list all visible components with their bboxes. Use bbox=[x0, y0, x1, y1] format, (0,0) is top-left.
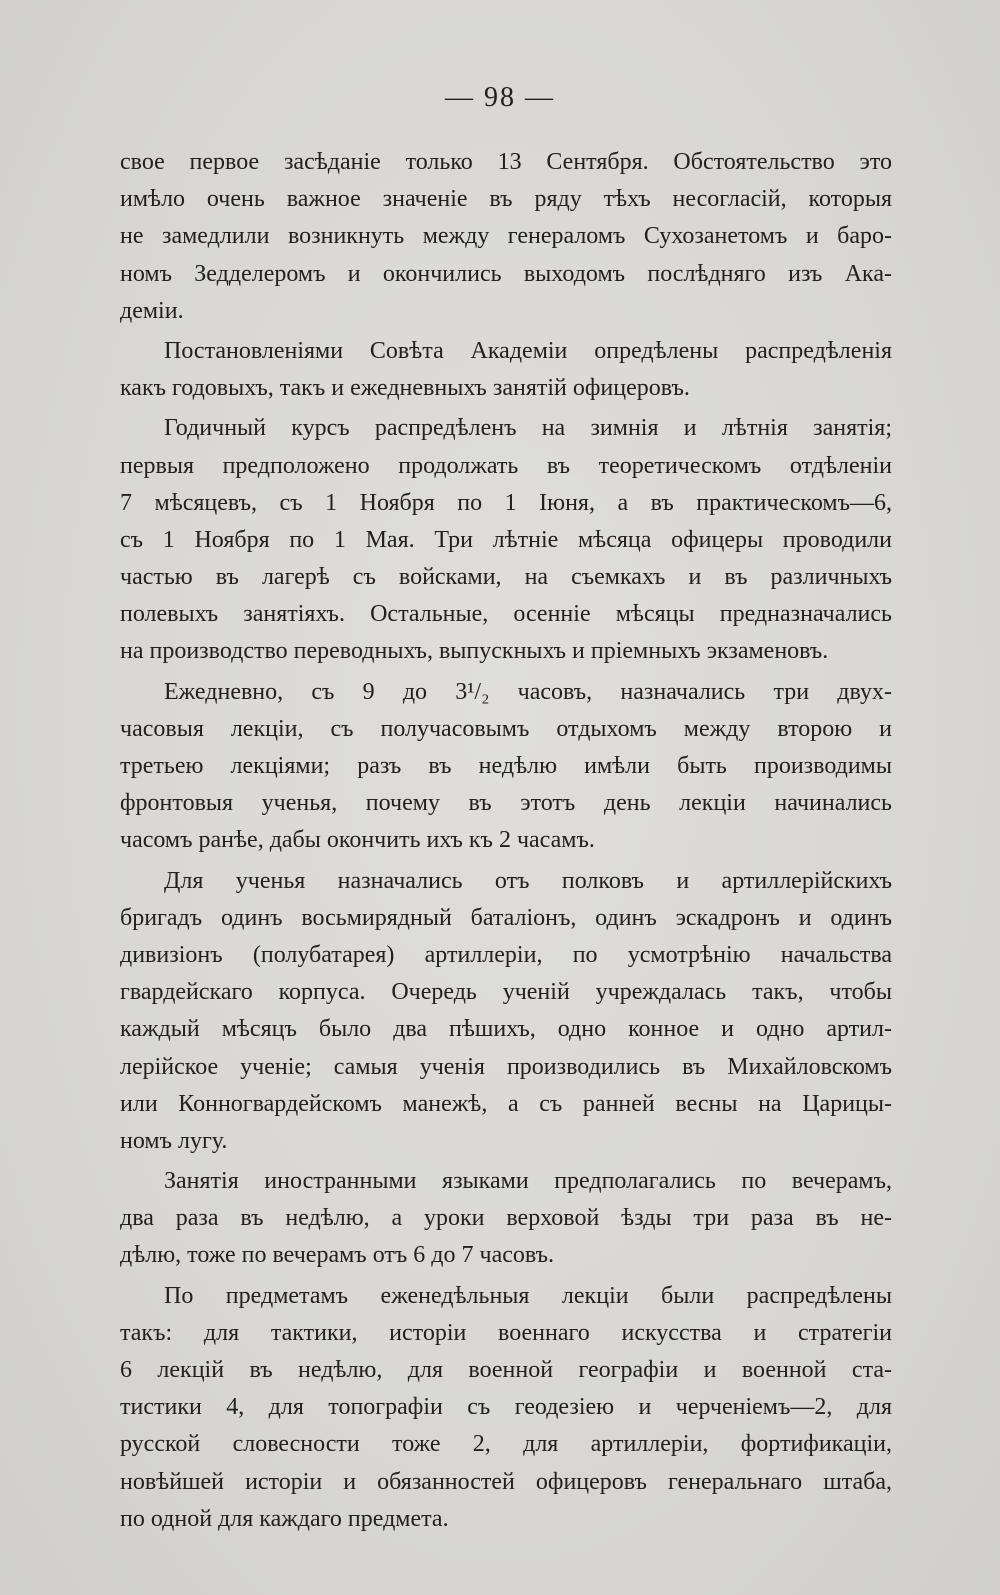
paragraph bbox=[120, 1163, 892, 1275]
paragraph bbox=[120, 410, 892, 670]
page-number: — 98 — bbox=[445, 82, 555, 113]
paragraph bbox=[120, 674, 892, 860]
text-line: новѣйшей исторіи и обязанностей офицеровъ генеральнаго штаба, bbox=[120, 1468, 892, 1495]
text-line: не замедлили возникнуть между генераломъ Сухозанетомъ и баро- bbox=[120, 223, 892, 250]
text-line: бригадъ одинъ восьмирядный баталіонъ, одинъ эскадронъ и одинъ bbox=[120, 904, 892, 931]
text-line: лерійское ученіе; самыя ученія производились въ Михайловскомъ bbox=[120, 1053, 892, 1080]
paragraph bbox=[120, 144, 892, 330]
text-line: свое первое засѣданіе только 13 Сентября. Обстоятельство это bbox=[120, 149, 892, 175]
text-line: дивизіонъ (полубатарея) артиллеріи, по усмотрѣнію начальства bbox=[120, 941, 892, 968]
paragraph bbox=[120, 863, 892, 1161]
text-line: Годичный курсъ распредѣленъ на зимнія и лѣтнія занятія; bbox=[164, 415, 892, 442]
text-line: по одной для каждаго предмета. bbox=[120, 1505, 449, 1532]
paragraph bbox=[120, 333, 892, 407]
text-line: каждый мѣсяцъ было два пѣшихъ, одно конное и одно артил- bbox=[120, 1016, 892, 1043]
text-line: полевыхъ занятіяхъ. Остальные, осенніе мѣсяцы предназначались bbox=[120, 601, 892, 628]
text-line: деміи. bbox=[120, 297, 184, 324]
text-line: имѣло очень важное значеніе въ ряду тѣхъ несогласій, которыя bbox=[120, 186, 892, 213]
text-line: русской словесности тоже 2, для артиллеріи, фортификаціи, bbox=[120, 1431, 892, 1458]
text-line: тистики 4, для топографіи съ геодезіею и черченіемъ—2, для bbox=[120, 1394, 892, 1421]
body-text bbox=[120, 144, 892, 1538]
text-line: часовыя лекціи, съ получасовымъ отдыхомъ между второю и bbox=[120, 715, 892, 742]
text-line: какъ годовыхъ, такъ и ежедневныхъ занятій офицеровъ. bbox=[120, 375, 690, 402]
text-line: дѣлю, тоже по вечерамъ отъ 6 до 7 часовъ. bbox=[120, 1242, 555, 1269]
text-line: такъ: для тактики, исторіи военнаго искусства и стратегіи bbox=[120, 1319, 892, 1346]
text-line: Занятія иностранными языками предполагались по вечерамъ, bbox=[164, 1168, 892, 1195]
text-line: 6 лекцій въ недѣлю, для военной географіи и военной ста- bbox=[120, 1357, 892, 1383]
text-line: номъ лугу. bbox=[120, 1127, 228, 1154]
text-line: съ 1 Ноября по 1 Мая. Три лѣтніе мѣсяца офицеры проводили bbox=[120, 526, 892, 553]
text-line: номъ Зедделеромъ и окончились выходомъ послѣдняго изъ Ака- bbox=[120, 260, 892, 287]
paragraph bbox=[120, 1278, 892, 1538]
text-line: фронтовыя ученья, почему въ этотъ день лекціи начинались bbox=[120, 790, 892, 817]
text-line: частью въ лагерѣ съ войсками, на съемкахъ и въ различныхъ bbox=[120, 564, 892, 591]
text-line: По предметамъ еженедѣльныя лекціи были распредѣлены bbox=[164, 1282, 892, 1309]
text-line: два раза въ недѣлю, а уроки верховой ѣзды три раза въ не- bbox=[120, 1205, 892, 1232]
text-line: Ежедневно, съ 9 до 3¹/₂ часовъ, назначались три двух- bbox=[164, 678, 892, 705]
text-line: первыя предположено продолжать въ теоретическомъ отдѣленіи bbox=[120, 452, 892, 479]
text-line: Постановленіями Совѣта Академіи опредѣлены распредѣленія bbox=[164, 337, 892, 364]
text-line: третьею лекціями; разъ въ недѣлю имѣли быть производимы bbox=[120, 753, 892, 779]
text-line: гвардейскаго корпуса. Очередь ученій учреждалась такъ, чтобы bbox=[120, 979, 892, 1006]
text-line: на производство переводныхъ, выпускныхъ и пріемныхъ экзаменовъ. bbox=[120, 638, 829, 665]
text-line: часомъ ранѣе, дабы окончить ихъ къ 2 часамъ. bbox=[120, 827, 595, 854]
text-line: Для ученья назначались отъ полковъ и артиллерійскихъ bbox=[164, 867, 892, 894]
text-line: или Конногвардейскомъ манежѣ, а съ ранней весны на Царицы- bbox=[120, 1090, 892, 1117]
text-line: 7 мѣсяцевъ, съ 1 Ноября по 1 Іюня, а въ практическомъ—6, bbox=[120, 489, 892, 516]
